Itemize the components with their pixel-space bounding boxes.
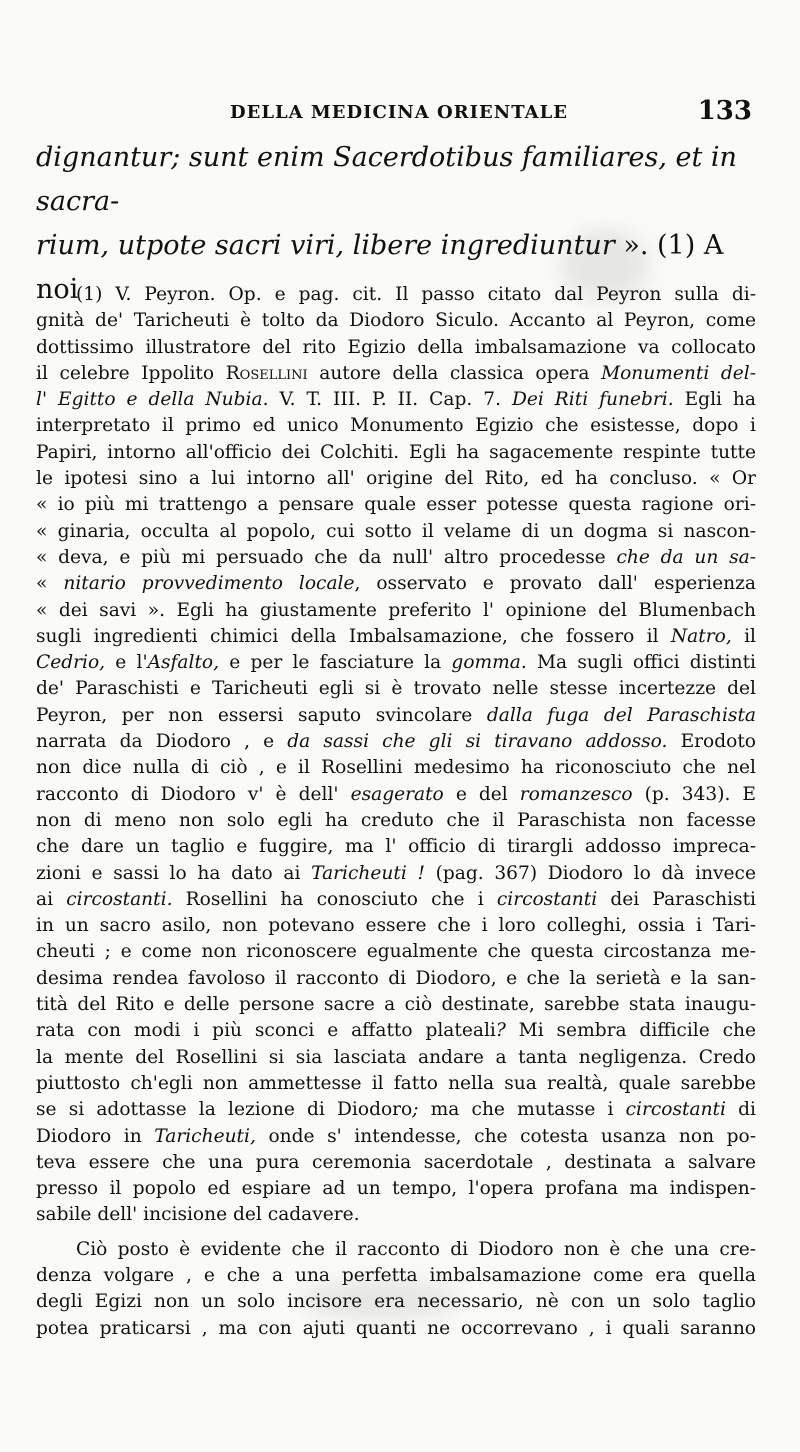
page-header	[230, 96, 752, 126]
footnote-line: cheuti ; e come non riconoscere egualmente che questa circostanza me-	[36, 941, 756, 963]
footnote-line: « nitario provvedimento locale, osservato e provato dall' esperienza	[36, 573, 756, 595]
footnote-line: Peyron, per non essersi saputo svincolare dalla fuga del Paraschista	[36, 704, 756, 726]
footnote-line: Papiri, intorno all'officio dei Colchiti. Egli ha sagacemente respinte tutte	[36, 441, 756, 463]
footnote-line: potea praticarsi , ma con ajuti quanti ne occorrevano , i quali saranno	[36, 1317, 756, 1339]
footnote-line: narrata da Diodoro , e da sassi che gli si tiravano addosso. Erodoto	[36, 731, 756, 753]
footnote-line: la mente del Rosellini si sia lasciata andare a tanta negligenza. Credo	[36, 1046, 756, 1068]
footnote-line: Diodoro in Taricheuti, onde s' intendesse, che cotesta usanza non po-	[36, 1125, 756, 1147]
footnote-line: « deva, e più mi persuado che da null' altro procedesse che da un sa-	[36, 546, 756, 568]
footnote-line: sabile dell' incisione del cadavere.	[36, 1204, 360, 1226]
footnote-line: sugli ingredienti chimici della Imbalsamazione, che fossero il Natro, il	[36, 625, 756, 647]
footnote-line: de' Paraschisti e Taricheuti egli si è trovato nelle stesse incertezze del	[36, 678, 756, 700]
footnote-line: piuttosto ch'egli non ammettesse il fatto nella sua realtà, quale sarebbe	[36, 1072, 756, 1094]
footnote-line: desima rendea favoloso il racconto di Diodoro, e che la serietà e la san-	[36, 967, 756, 989]
footnote-line: Ciò posto è evidente che il racconto di Diodoro non è che una cre-	[76, 1238, 756, 1260]
footnote-line: teva essere che una pura ceremonia sacerdotale , destinata a salvare	[36, 1151, 756, 1173]
main-text-line: dignantur; sunt enim Sacerdotibus familiares, et in sacra-	[36, 142, 737, 217]
footnote-line: denza volgare , e che a una perfetta imbalsamazione come era quella	[36, 1264, 756, 1286]
footnote-line: (1) V. Peyron. Op. e pag. cit. Il passo citato dal Peyron sulla di-	[76, 284, 756, 305]
main-text-italic: rium, utpote sacri viri, libere ingrediuntur	[36, 230, 615, 261]
footnote-line: interpretato il primo ed unico Monumento Egizio che esistesse, dopo i	[36, 415, 756, 437]
footnote-line: ai circostanti. Rosellini ha conosciuto che i circostanti dei Paraschisti	[36, 888, 756, 910]
footnote-line: l' Egitto e della Nubia. V. T. III. P. II. Cap. 7. Dei Riti funebri. Egli ha	[36, 389, 756, 411]
footnote-line: « dei savi ». Egli ha giustamente preferito l' opinione del Blumenbach	[36, 599, 756, 621]
footnote-line: non di meno non solo egli ha creduto che il Paraschista non facesse	[36, 809, 756, 831]
footnote-line: presso il popolo ed espiare ad un tempo, l'opera profana ma indispen-	[36, 1178, 756, 1200]
footnote-line: in un sacro asilo, non potevano essere che i loro colleghi, ossia i Tari-	[36, 915, 756, 937]
footnote-line: non dice nulla di ciò , e il Rosellini medesimo ha riconosciuto che nel	[36, 757, 756, 779]
footnote-line: racconto di Diodoro v' è dell' esagerato e del romanzesco (p. 343). E	[36, 783, 756, 805]
running-head: DELLA MEDICINA ORIENTALE	[230, 102, 568, 123]
footnote-line: che dare un taglio e fuggire, ma l' officio di tirargli addosso impreca-	[36, 836, 756, 858]
footnote-line: se si adottasse la lezione di Diodoro; ma che mutasse i circostanti di	[36, 1099, 756, 1121]
footnote-line: zioni e sassi lo ha dato ai Taricheuti ! (pag. 367) Diodoro lo dà invece	[36, 862, 756, 884]
footnote-line: degli Egizi non un solo incisore era necessario, nè con un solo taglio	[36, 1291, 756, 1313]
main-text-rest: ». (1) A noi	[36, 230, 724, 305]
footnote	[36, 282, 756, 1342]
footnote-line: gnità de' Taricheuti è tolto da Diodoro Siculo. Accanto al Peyron, come	[36, 310, 756, 332]
footnote-line: Cedrio, e l'Asfalto, e per le fasciature la gomma. Ma sugli offici distinti	[36, 652, 756, 674]
footnote-line: « io più mi trattengo a pensare quale esser potesse questa ragione ori-	[36, 494, 756, 516]
footnote-line: « ginaria, occulta al popolo, cui sotto il velame di un dogma si nascon-	[36, 520, 756, 542]
footnote-line: rata con modi i più sconci e affatto plateali? Mi sembra difficile che	[36, 1020, 756, 1042]
footnote-line: tità del Rito e delle persone sacre a ciò destinate, sarebbe stata inaugu-	[36, 994, 756, 1016]
page-number: 133	[697, 96, 752, 126]
footnote-line: le ipotesi sino a lui intorno all' origine del Rito, ed ha concluso. « Or	[36, 468, 756, 490]
footnote-line: il celebre Ippolito Rosellini autore della classica opera Monumenti del-	[36, 362, 756, 384]
footnote-line: dottissimo illustratore del rito Egizio della imbalsamazione va collocato	[36, 336, 756, 358]
